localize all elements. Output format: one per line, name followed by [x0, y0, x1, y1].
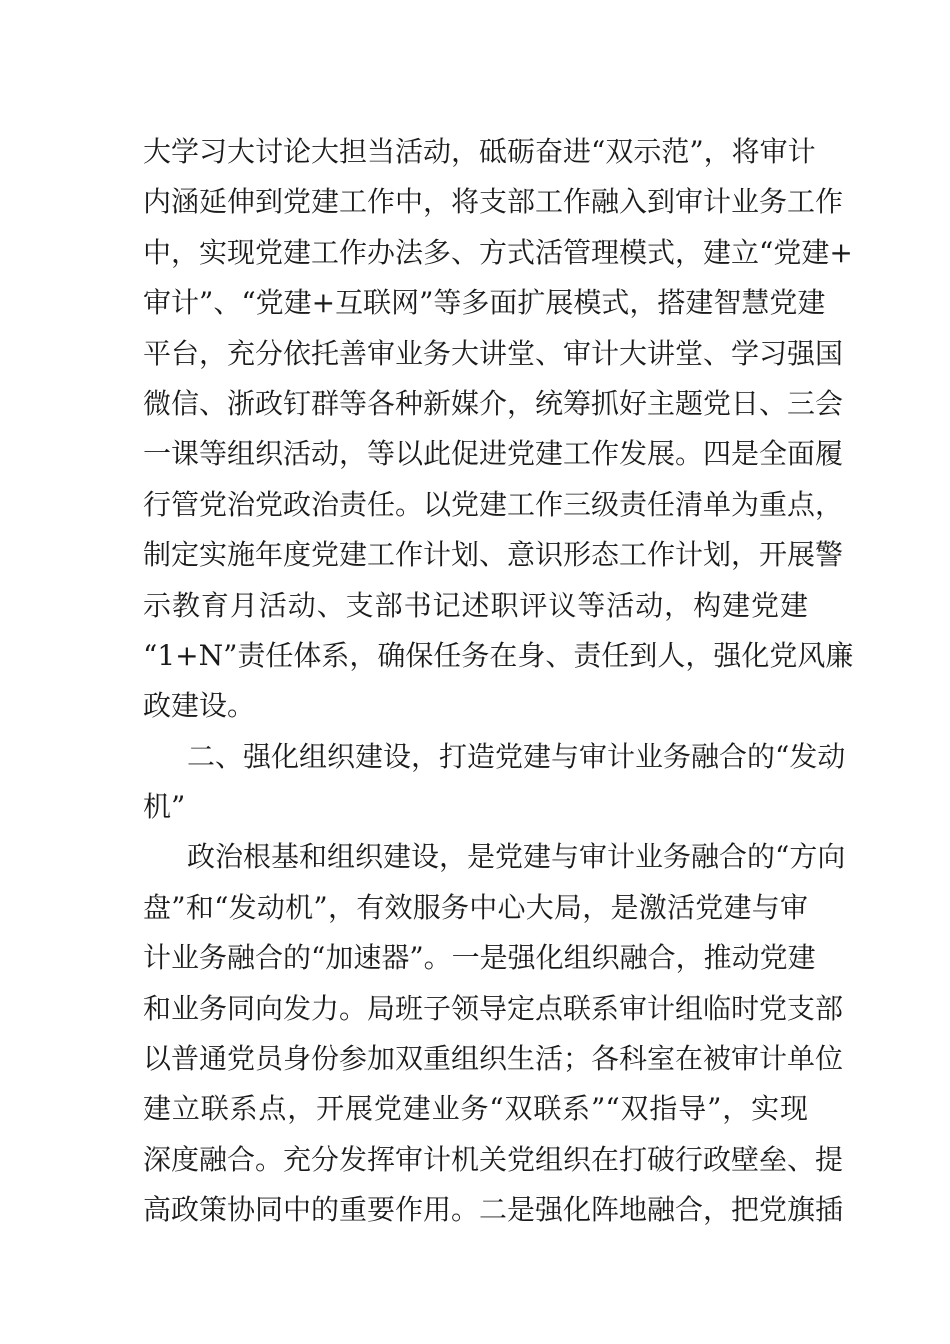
text-line: 政建设。 [143, 689, 256, 723]
text-line: 平台，充分依托善审业务大讲堂、审计大讲堂、学习强国 [143, 336, 844, 370]
text-line: 示教育月活动、支部书记述职评议等活动，构建党建 [143, 588, 808, 622]
text-line: 高政策协同中的重要作用。二是强化阵地融合，把党旗插 [143, 1193, 844, 1227]
text-line: 和业务同向发力。局班子领导定点联系审计组临时党支部 [143, 991, 844, 1025]
text-line: 中，实现党建工作办法多、方式活管理模式，建立“党建+ [143, 235, 853, 269]
text-line: 计业务融合的“加速器”。一是强化组织融合，推动党建 [143, 941, 816, 975]
section-heading: 二、强化组织建设，打造党建与审计业务融合的“发动 [187, 739, 846, 773]
section-heading-continued: 机” [143, 790, 186, 824]
text-line: 行管党治党政治责任。以党建工作三级责任清单为重点， [143, 487, 844, 521]
text-line: 建立联系点，开展党建业务“双联系”“双指导”，实现 [143, 1092, 808, 1126]
text-line: 盘”和“发动机”，有效服务中心大局，是激活党建与审 [143, 890, 808, 924]
text-line: 制定实施年度党建工作计划、意识形态工作计划，开展警 [143, 538, 844, 572]
text-line: 大学习大讨论大担当活动，砥砺奋进“双示范”，将审计 [143, 135, 816, 168]
text-line: “1+N”责任体系，确保任务在身、责任到人，强化党风廉 [143, 638, 854, 672]
text-line: 政治根基和组织建设，是党建与审计业务融合的“方向 [187, 840, 846, 874]
body-text [143, 127, 854, 1236]
text-line: 以普通党员身份参加双重组织生活；各科室在被审计单位 [143, 1042, 844, 1076]
text-line: 微信、浙政钉群等各种新媒介，统筹抓好主题党日、三会 [143, 386, 844, 420]
text-line: 审计”、“党建+互联网”等多面扩展模式，搭建智慧党建 [143, 286, 826, 320]
text-line: 一课等组织活动，等以此促进党建工作发展。四是全面履 [143, 437, 844, 471]
text-line: 深度融合。充分发挥审计机关党组织在打破行政壁垒、提 [143, 1142, 844, 1176]
text-line: 内涵延伸到党建工作中，将支部工作融入到审计业务工作 [143, 185, 844, 219]
